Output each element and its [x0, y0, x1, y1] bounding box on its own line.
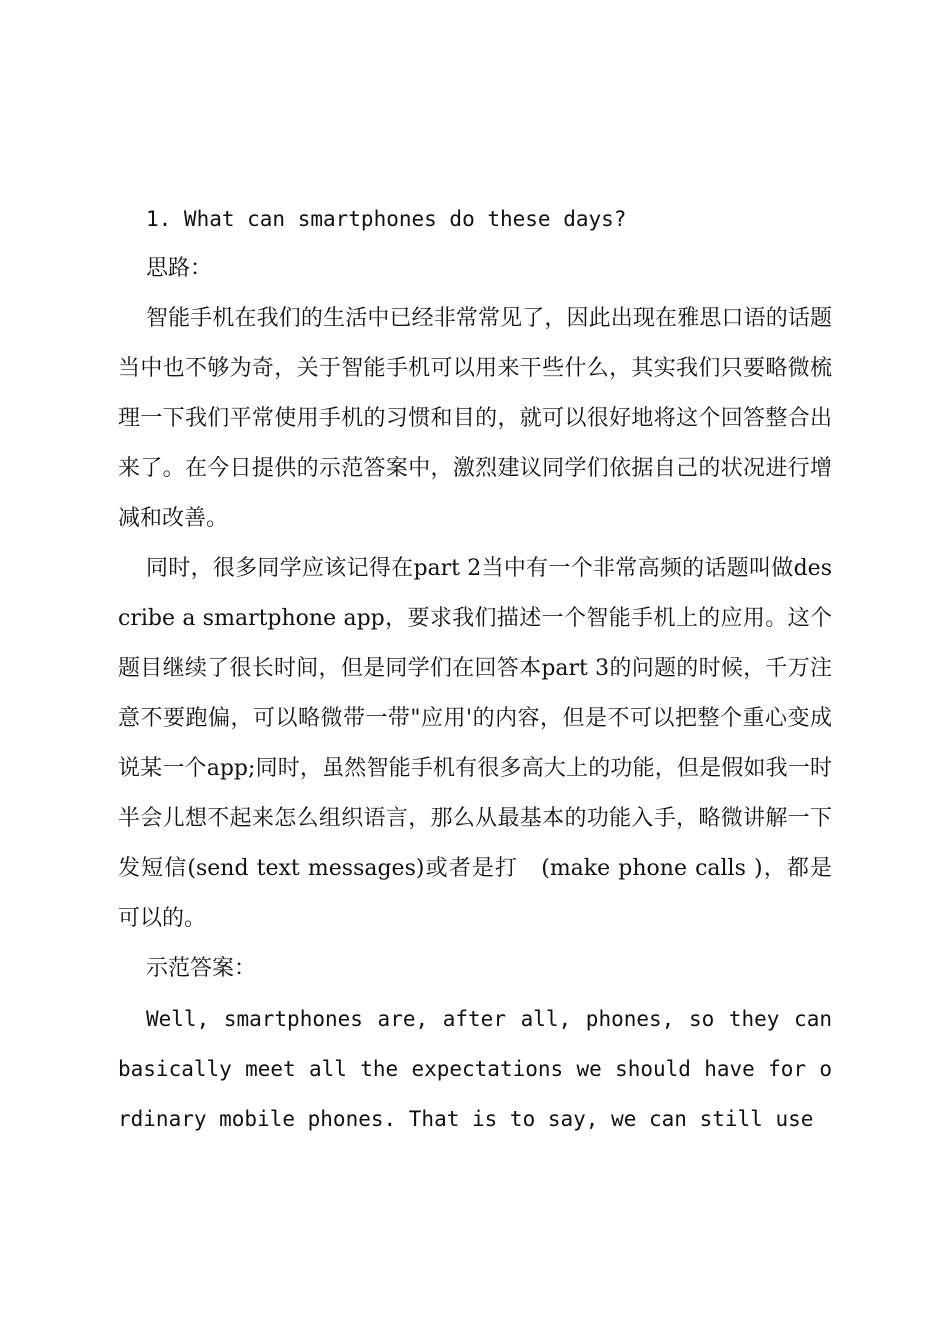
thinking-paragraph-2: 同时，很多同学应该记得在part 2当中有一个非常高频的话题叫做describe a smartphone app，要求我们描述一个智能手机上的应用。这个题目继续了很长时间，但是同学们在回答本part 3的问题的时候，千万注意不要跑偏，可以略微带一带"应用'的内容，但是不可以把整个重心变成说某一个app;同时，虽然智能手机有很多高大上的功能，但是假如我一时半会儿想不起来怎么组织语言，那么从最基本的功能入手，略微讲解一下发短信(send text messages)或者是打 (make phone calls )，都是可以的。 — [118, 556, 832, 931]
question-heading: 1. What can smartphones do these days? — [146, 207, 627, 231]
thinking-paragraph-1: 智能手机在我们的生活中已经非常常见了，因此出现在雅思口语的话题当中也不够为奇，关于智能手机可以用来干些什么，其实我们只要略微梳理一下我们平常使用手机的习惯和目的，就可以很好地将这个回答整合出来了。在今日提供的示范答案中，激烈建议同学们依据自己的状况进行增减和改善。 — [118, 306, 832, 531]
document-body — [118, 194, 832, 1144]
thinking-label: 思路： — [146, 256, 213, 281]
sample-answer-text: Well, smartphones are, after all, phones, so they can basically meet all the expectations we should have for ordinary mobile phones. That is to say, we can still use — [118, 1007, 832, 1131]
sample-answer-label: 示范答案： — [146, 956, 257, 981]
